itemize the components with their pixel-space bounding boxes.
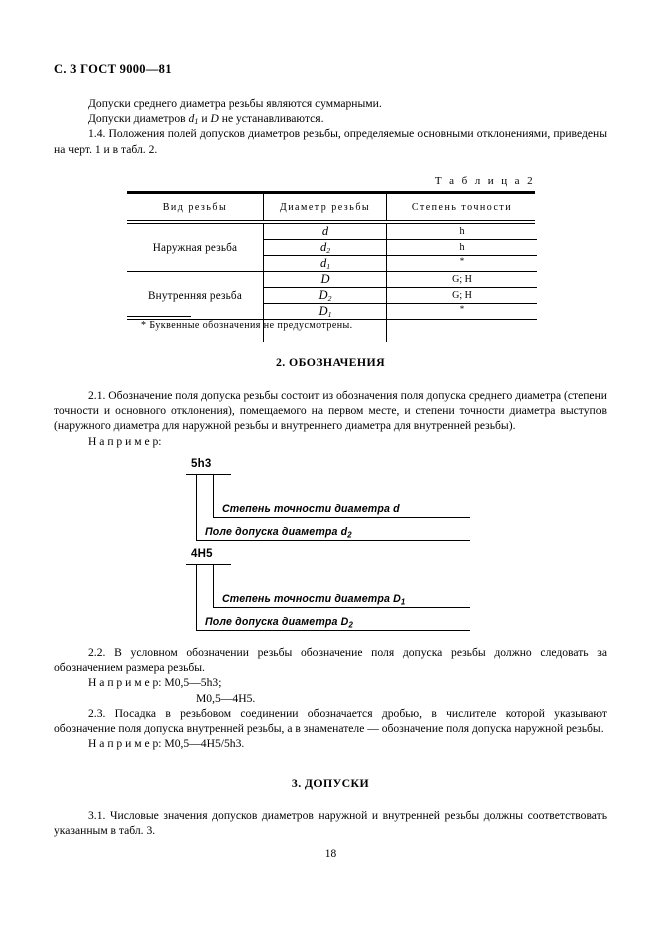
diagram-vertical-outer	[196, 475, 197, 541]
tail-cell-right	[387, 320, 538, 343]
example-label-2-1: Н а п р и м е р:	[88, 434, 162, 448]
diagram-code-underline	[186, 474, 231, 475]
column-header-diameter: Диаметр резьбы	[264, 194, 387, 220]
cell-grade: h	[387, 224, 538, 240]
running-head: С. 3 ГОСТ 9000—81	[54, 62, 172, 76]
example-2-2-line-2: М0,5—4Н5.	[196, 691, 256, 705]
diagram-label-tolerance-field: Поле допуска диаметра $D_2$	[205, 616, 353, 630]
table-row	[127, 224, 537, 240]
section-2-paragraph-2-2-block	[54, 645, 607, 751]
cell-grade: *	[387, 256, 538, 272]
diagram-code-4H5: 4H5	[191, 548, 213, 560]
diagram-leader-bottom	[196, 630, 470, 631]
intro-paragraph-2	[54, 111, 607, 126]
example-2-3: Н а п р и м е р: М0,5—4Н5/5h3.	[88, 737, 245, 751]
section-2-paragraph-2-1-block	[54, 388, 607, 449]
intro-paragraph-3: 1.4. Положения полей допусков диаметров резьбы, определяемые основными отклонениями, приведены на черт. 1 и в табл. 2.	[54, 127, 607, 156]
designation-diagram-4H5	[0, 548, 661, 638]
intro-p2-mid: и	[198, 112, 211, 126]
paragraph-2-2: 2.2. В условном обозначении резьбы обозначение поля допуска резьбы должно следовать за обозначением размера резьбы.	[54, 646, 607, 675]
diagram-vertical-inner	[213, 565, 214, 608]
example-2-2-line-1: Н а п р и м е р: М0,5—5h3;	[88, 676, 222, 690]
diagram-code-5h3: 5h3	[191, 458, 212, 470]
diagram-vertical-outer	[196, 565, 197, 631]
intro-block	[54, 96, 607, 157]
table-footnote: * Буквенные обозначения не предусмотрены.	[141, 320, 353, 331]
diagram-vertical-inner	[213, 475, 214, 518]
cell-thread-kind: Наружная резьба	[127, 224, 264, 272]
section-3-paragraph-3-1-block	[54, 808, 607, 838]
diagram-code-underline	[186, 564, 231, 565]
footnote-separator	[127, 316, 191, 317]
symbol-d1: $d_1$	[188, 112, 199, 127]
intro-p2-before: Допуски диаметров	[88, 112, 189, 126]
intro-p2-after: не устанавливаются.	[218, 112, 324, 126]
diagram-label-grade: Степень точности диаметра $D_1$	[222, 593, 406, 607]
cell-diameter: $D_1$	[264, 304, 387, 320]
intro-paragraph-1: Допуски среднего диаметра резьбы являются суммарными.	[88, 97, 382, 110]
diagram-leader-top	[213, 607, 470, 608]
page-number: 18	[324, 848, 337, 860]
diagram-leader-top	[213, 517, 470, 518]
section-2-heading: 2. ОБОЗНАЧЕНИЯ	[276, 355, 385, 369]
paragraph-2-3: 2.3. Посадка в резьбовом соединении обозначается дробью, в числителе которой указывают обозначение поля допуска внутренней резьбы, а в знаменателе — обозначение поля допуска наружной резьбы.	[54, 706, 607, 736]
table-header-row	[127, 194, 537, 220]
cell-diameter: D	[264, 272, 387, 288]
column-header-grade: Степень точности	[387, 194, 538, 220]
column-header-kind: Вид резьбы	[127, 194, 264, 220]
cell-thread-kind: Внутренняя резьба	[127, 272, 264, 320]
diagram-label-tolerance-field: Поле допуска диаметра $d_2$	[205, 526, 352, 540]
table-caption: Т а б л и ц а 2	[434, 175, 535, 187]
cell-diameter: d	[264, 224, 387, 240]
cell-diameter: $d_2$	[264, 240, 387, 256]
cell-grade: *	[387, 304, 538, 320]
diagram-leader-bottom	[196, 540, 470, 541]
table-row	[127, 272, 537, 288]
cell-grade: h	[387, 240, 538, 256]
diagram-label-grade: Степень точности диаметра d	[222, 503, 400, 515]
paragraph-3-1: 3.1. Числовые значения допусков диаметров наружной и внутренней резьбы должны соответствовать указанным в табл. 3.	[54, 809, 607, 838]
section-3-heading: 3. ДОПУСКИ	[291, 776, 370, 790]
cell-diameter: $D_2$	[264, 288, 387, 304]
cell-grade: G; H	[387, 288, 538, 304]
paragraph-2-1: 2.1. Обозначение поля допуска резьбы состоит из обозначения поля допуска среднего диаметра (степени точности и основного отклонения), помещаемого на первом месте, и степени точности диаметра выступов (наружного диаметра для наружной резьбы и внутреннего диаметра для внутренней резьбы).	[54, 389, 607, 433]
cell-grade: G; H	[387, 272, 538, 288]
symbol-D: D	[210, 112, 219, 126]
designation-diagram-5h3	[0, 458, 661, 548]
cell-diameter: $d_1$	[264, 256, 387, 272]
